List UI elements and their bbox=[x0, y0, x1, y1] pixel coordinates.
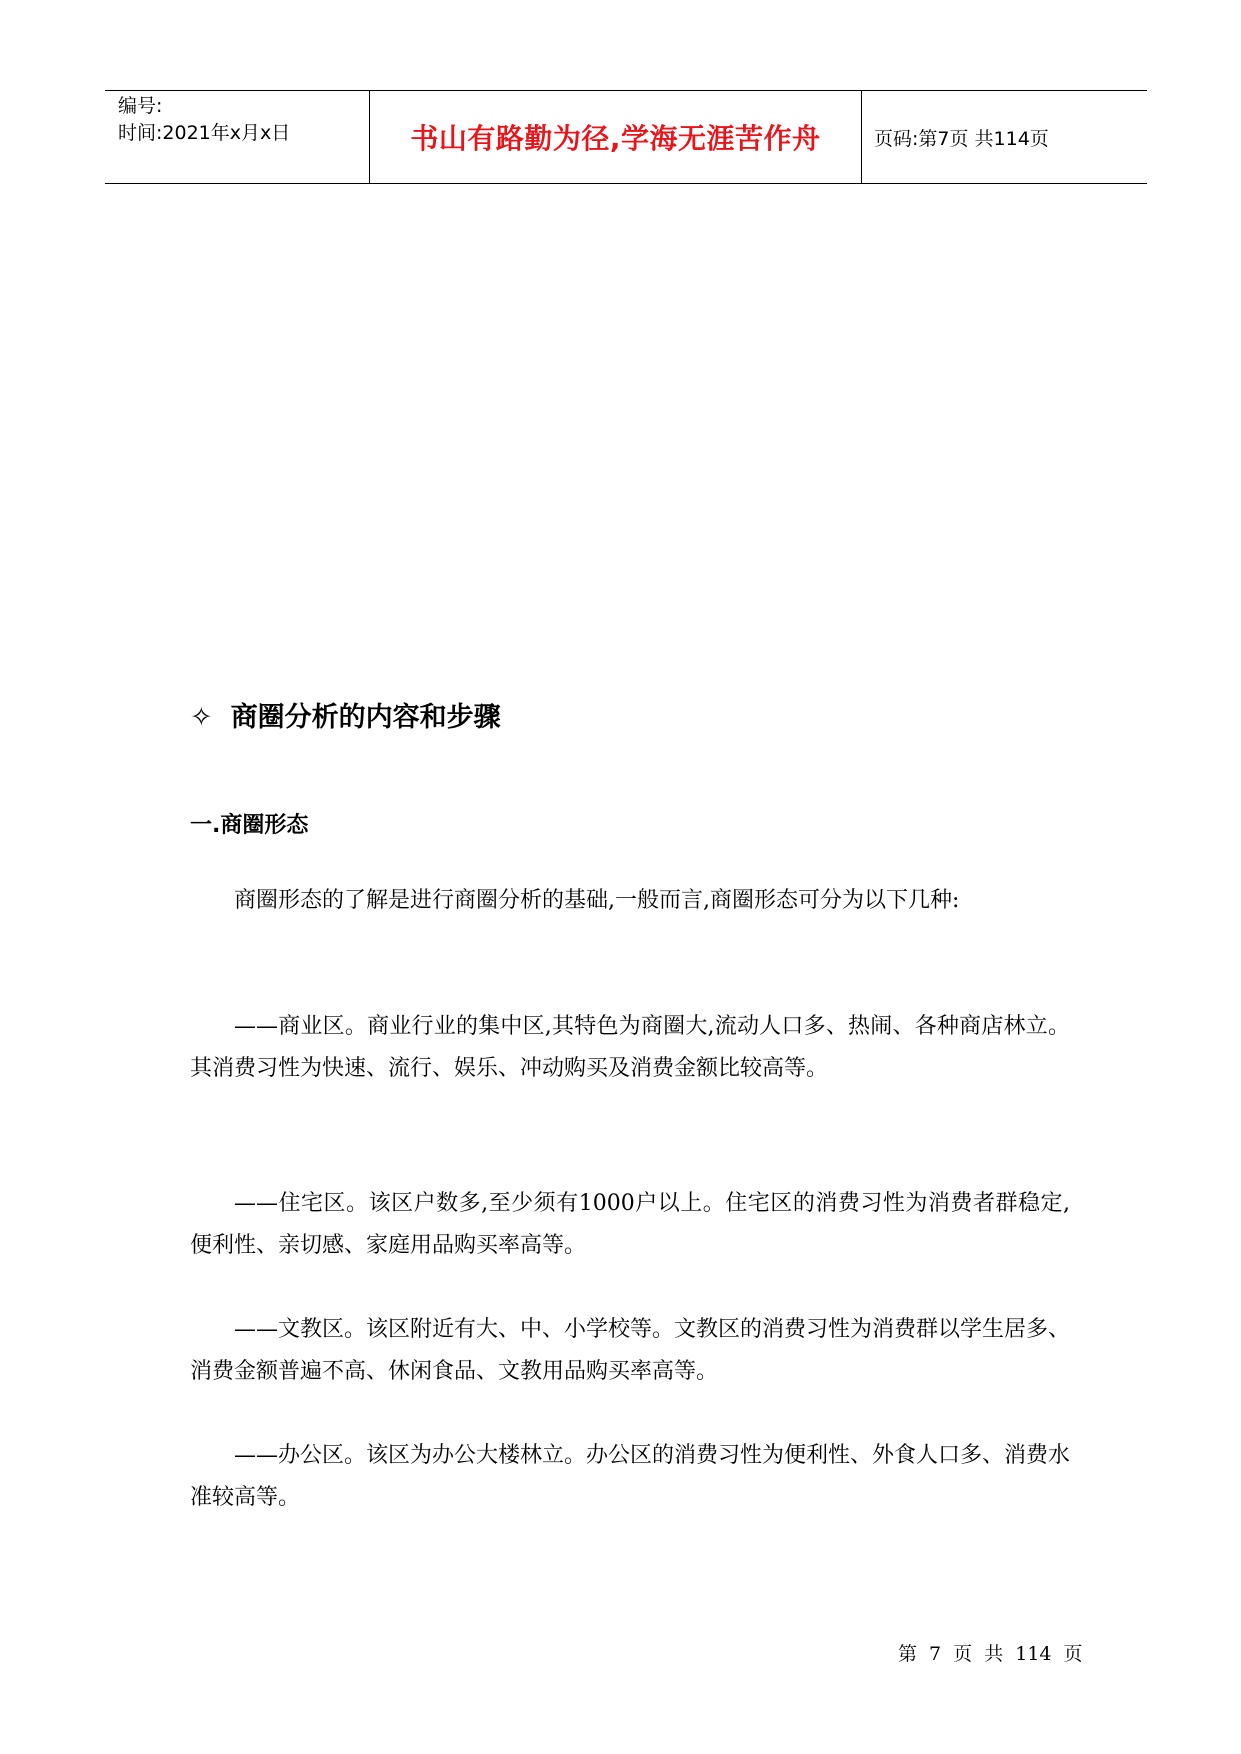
subsection-heading: 一.商圈形态 bbox=[190, 813, 309, 838]
paragraph-education bbox=[190, 1309, 1070, 1393]
number-label: 编号: bbox=[118, 95, 163, 117]
header-info-cell bbox=[105, 91, 370, 183]
page-code-label: 页码:第7页 共114页 bbox=[874, 127, 1049, 150]
paragraph-text: ——文教区。该区附近有大、中、小学校等。文教区的消费习性为消费群以学生居多、消费金额普遍不高、休闲食品、文教用品购买率高等。 bbox=[190, 1317, 1071, 1384]
section-title: 商圈分析的内容和步骤 bbox=[230, 702, 501, 733]
section-heading bbox=[190, 695, 501, 734]
paragraph-intro bbox=[190, 880, 1070, 922]
paragraph-text: ——住宅区。该区户数多,至少须有1000户以上。住宅区的消费习性为消费者群稳定,便利性、亲切感、家庭用品购买率高等。 bbox=[190, 1191, 1070, 1258]
paragraph-commercial bbox=[190, 1006, 1070, 1090]
paragraph-residential bbox=[190, 1183, 1070, 1267]
time-label: 时间:2021年x月x日 bbox=[118, 122, 291, 144]
page-header bbox=[105, 90, 1147, 184]
paragraph-text: 商圈形态的了解是进行商圈分析的基础,一般而言,商圈形态可分为以下几种: bbox=[234, 888, 960, 913]
paragraph-text: ——办公区。该区为办公大楼林立。办公区的消费习性为便利性、外食人口多、消费水准较高等。 bbox=[190, 1443, 1071, 1510]
motto-text: 书山有路勤为径,学海无涯苦作舟 bbox=[410, 122, 821, 155]
paragraph-text: ——商业区。商业行业的集中区,其特色为商圈大,流动人口多、热闹、各种商店林立。其消费习性为快速、流行、娱乐、冲动购买及消费金额比较高等。 bbox=[190, 1014, 1070, 1081]
page-footer: 第 7 页 共 114 页 bbox=[898, 1643, 1083, 1665]
header-motto-cell bbox=[370, 91, 862, 183]
diamond-bullet-icon: ✧ bbox=[190, 702, 213, 733]
header-page-cell bbox=[862, 91, 1147, 183]
paragraph-office bbox=[190, 1435, 1070, 1519]
